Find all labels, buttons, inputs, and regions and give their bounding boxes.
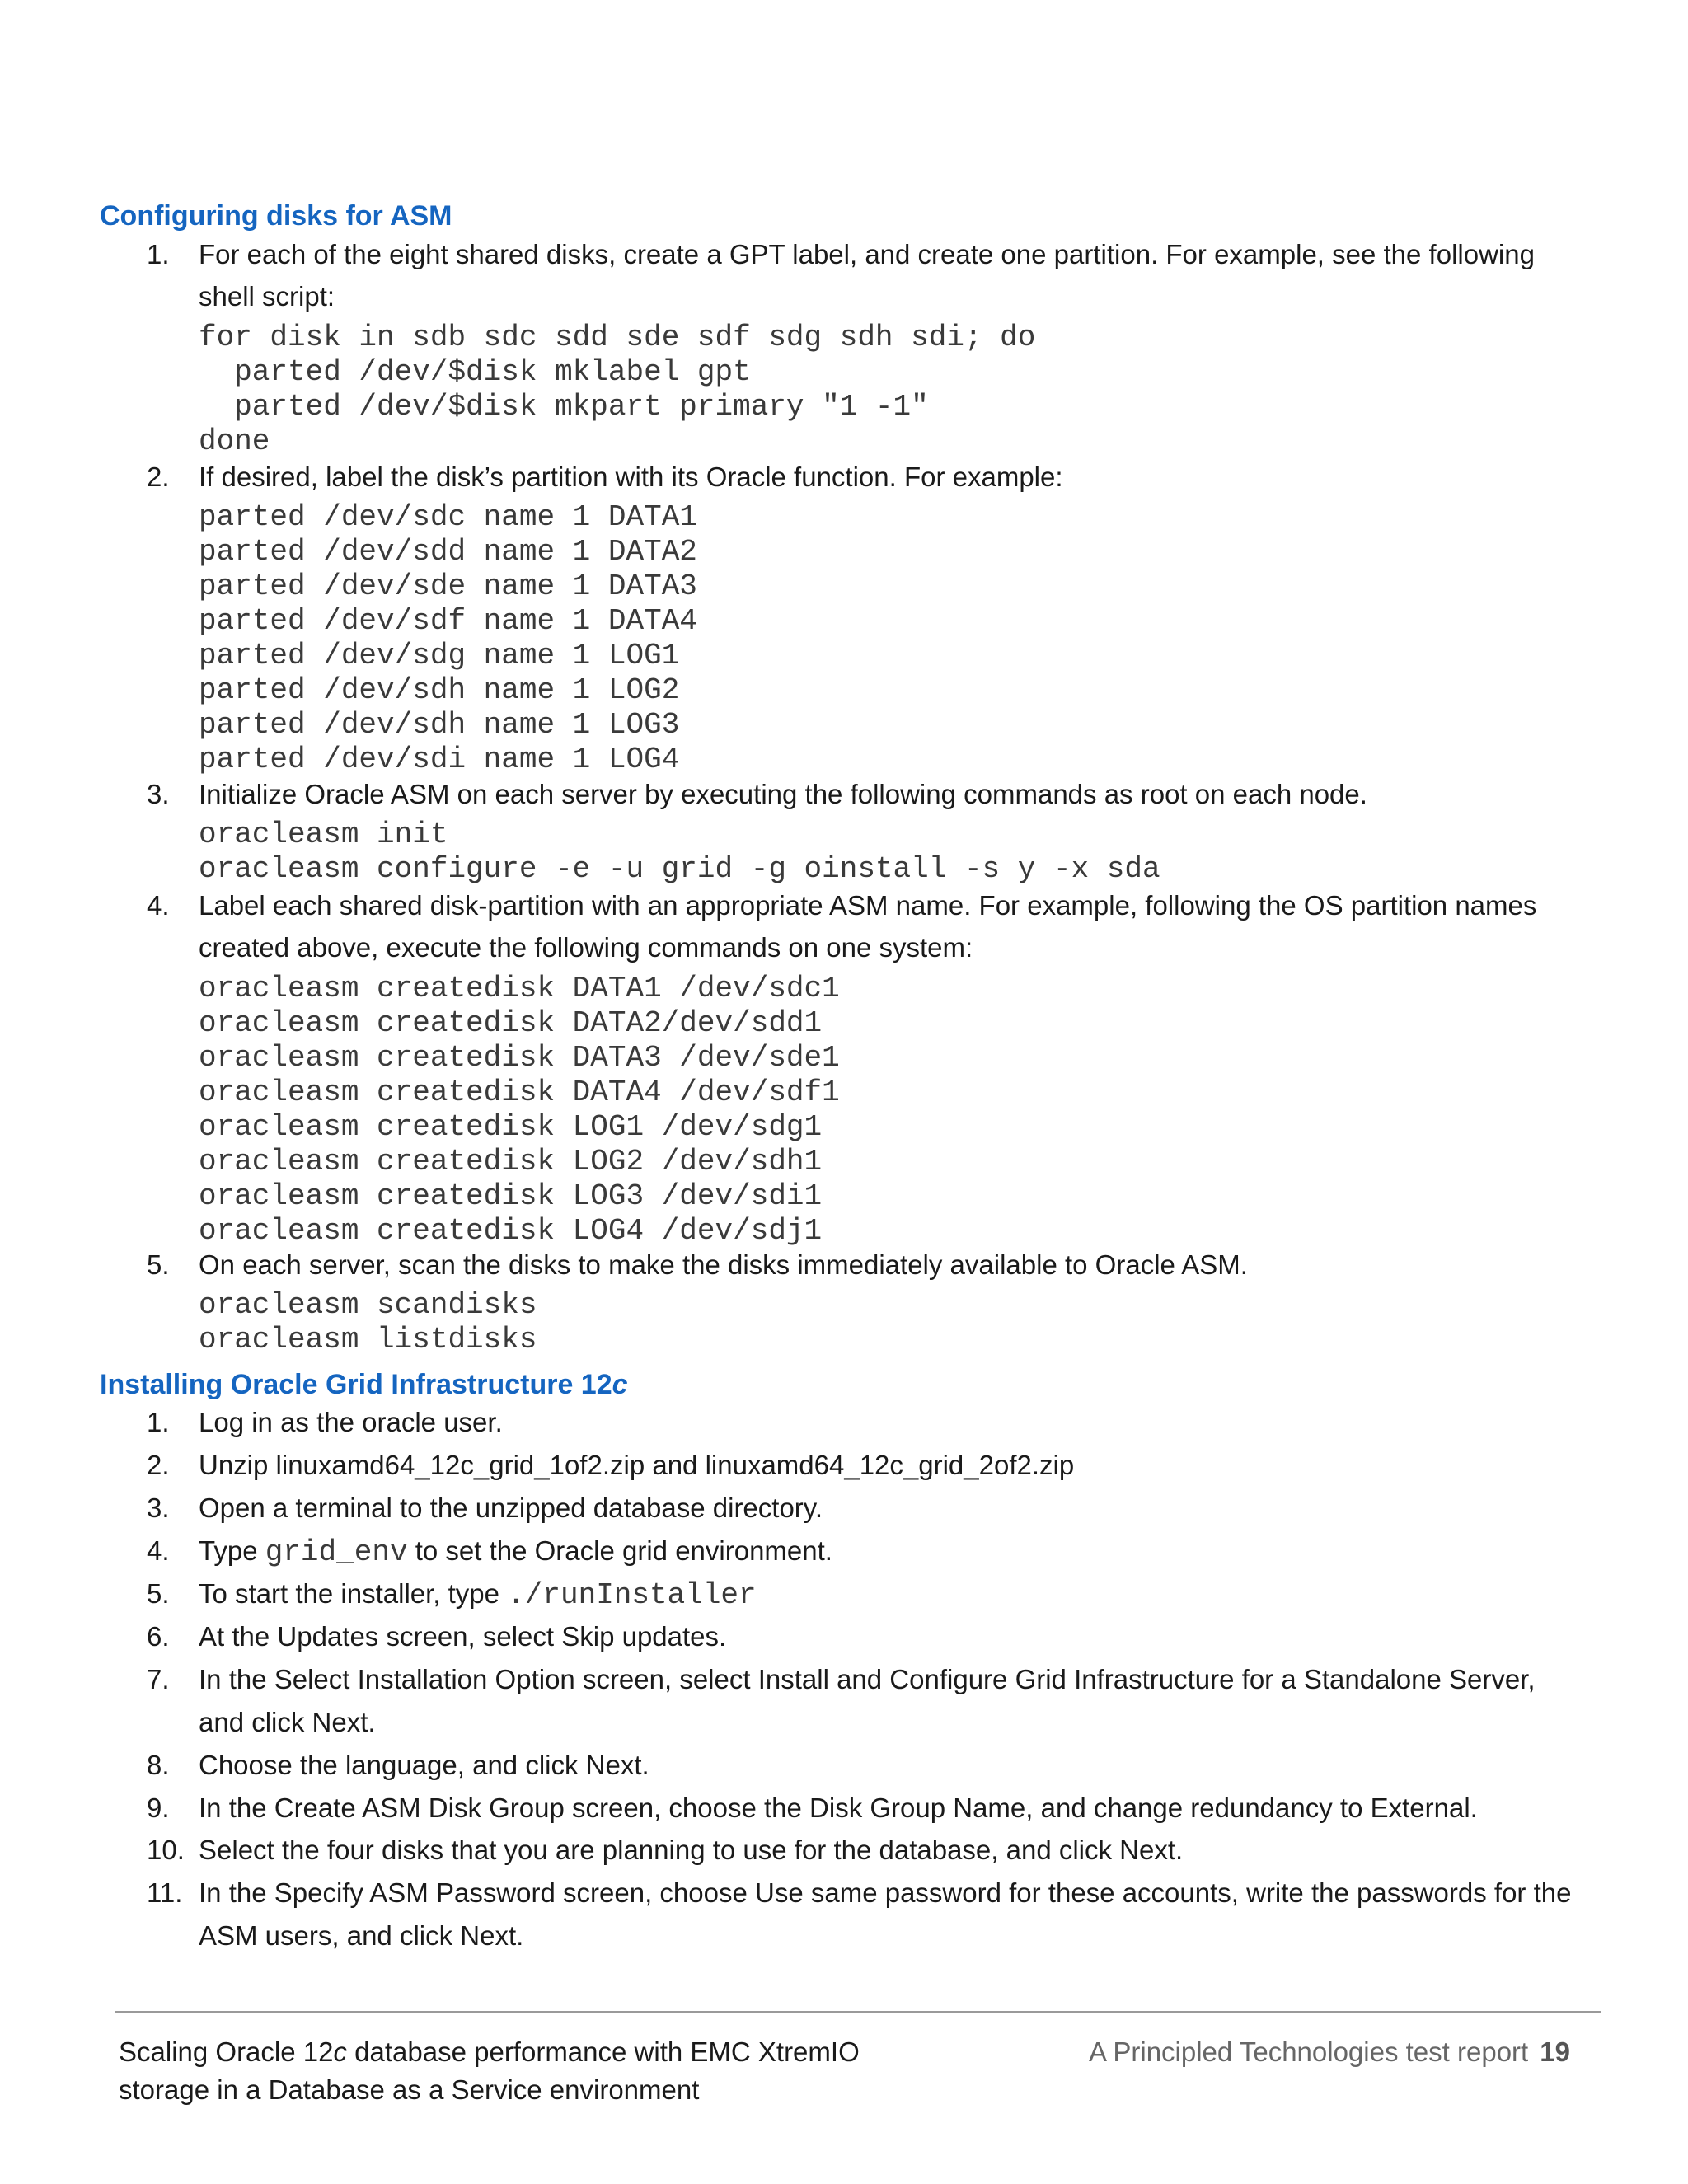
code-block: for disk in sdb sdc sdd sde sdf sdg sdh sdi; do parted /dev/$disk mklabel gpt parted /dev/$disk mkpart primary "1 -1" done (199, 321, 1036, 458)
footer-title-italic: c (333, 2036, 347, 2067)
step-text: For each of the eight shared disks, create a GPT label, and create one partition. For example, see the following (199, 239, 1535, 269)
step-number: 6. (147, 1621, 170, 1652)
step-text: and click Next. (199, 1707, 376, 1737)
step-number: 2. (147, 1450, 170, 1480)
footer-report-label: A Principled Technologies test report (1089, 2036, 1529, 2067)
step-number: 5. (147, 1578, 170, 1609)
code-block: oracleasm createdisk DATA1 /dev/sdc1 oracleasm createdisk DATA2/dev/sdd1 oracleasm createdisk DATA3 /dev/sde1 oracleasm createdisk DATA4 /dev/sdf1 oracleasm createdisk LOG1 /dev/sdg1 oracleasm createdisk LOG2 /dev/sdh1 oracleasm createdisk LOG3 /dev/sdi1 oracleasm createdisk LOG4 /dev/sdj1 (199, 972, 840, 1248)
step-text: Unzip linuxamd64_12c_grid_1of2.zip and linuxamd64_12c_grid_2of2.zip (199, 1450, 1075, 1480)
step-text: Label each shared disk-partition with an appropriate ASM name. For example, following the OS partition names (199, 890, 1537, 921)
footer-title-line1 (119, 2033, 860, 2071)
step-text (199, 1535, 832, 1569)
step-text: Open a terminal to the unzipped database directory. (199, 1493, 823, 1523)
step-text (199, 1577, 757, 1612)
section-heading-installing-grid (100, 1368, 628, 1401)
step-text: In the Select Installation Option screen, select Install and Configure Grid Infrastructure for a Standalone Server, (199, 1664, 1536, 1694)
step-text: If desired, label the disk’s partition with its Oracle function. For example: (199, 462, 1063, 492)
footer-title-part1: Scaling Oracle 12 (119, 2036, 334, 2067)
step-number: 4. (147, 890, 170, 921)
code-block: oracleasm init oracleasm configure -e -u grid -g oinstall -s y -x sda (199, 818, 1160, 886)
step-text: In the Create ASM Disk Group screen, choose the Disk Group Name, and change redundancy to External. (199, 1793, 1478, 1823)
footer-report (1089, 2033, 1570, 2071)
heading-italic: c (612, 1369, 628, 1400)
step-number: 8. (147, 1750, 170, 1780)
step-text: created above, execute the following commands on one system: (199, 932, 973, 963)
step-text: Select the four disks that you are planning to use for the database, and click Next. (199, 1835, 1184, 1865)
step-number: 1. (147, 1407, 170, 1437)
step-text: ASM users, and click Next. (199, 1920, 524, 1951)
step-text: Log in as the oracle user. (199, 1407, 503, 1437)
inline-code: ./runInstaller (507, 1578, 757, 1612)
step-text-pre: To start the installer, type (199, 1578, 508, 1609)
step-number: 1. (147, 239, 170, 269)
page-number: 19 (1540, 2036, 1570, 2067)
step-number: 4. (147, 1535, 170, 1566)
step-number: 5. (147, 1249, 170, 1280)
footer-title-part2: database performance with EMC XtremIO (346, 2036, 860, 2067)
step-text: shell script: (199, 281, 335, 312)
step-text: On each server, scan the disks to make the disks immediately available to Oracle ASM. (199, 1249, 1248, 1280)
step-text: Initialize Oracle ASM on each server by executing the following commands as root on each node. (199, 779, 1367, 809)
code-block: oracleasm scandisks oracleasm listdisks (199, 1288, 537, 1357)
code-block: parted /dev/sdc name 1 DATA1 parted /dev/sdd name 1 DATA2 parted /dev/sde name 1 DATA3 parted /dev/sdf name 1 DATA4 parted /dev/sdg name 1 LOG1 parted /dev/sdh name 1 LOG2 parted /dev/sdh name 1 LOG3 parted /dev/sdi name 1 LOG4 (199, 500, 697, 776)
footer-title (119, 2033, 860, 2109)
footer-divider (115, 2011, 1601, 2013)
step-text-post: to set the Oracle grid environment. (407, 1535, 832, 1566)
step-text: In the Specify ASM Password screen, choose Use same password for these accounts, write the passwords for the (199, 1877, 1572, 1908)
step-number: 9. (147, 1793, 170, 1823)
step-number: 3. (147, 1493, 170, 1523)
step-text: At the Updates screen, select Skip updates. (199, 1621, 727, 1652)
heading-text: Installing Oracle Grid Infrastructure 12 (100, 1369, 612, 1400)
step-text-pre: Type (199, 1535, 265, 1566)
step-text: Choose the language, and click Next. (199, 1750, 649, 1780)
inline-code: grid_env (265, 1535, 408, 1569)
section-heading-configuring-disks: Configuring disks for ASM (100, 200, 452, 232)
step-number: 7. (147, 1664, 170, 1694)
step-number: 3. (147, 779, 170, 809)
step-number: 10. (147, 1835, 185, 1865)
footer-title-line2: storage in a Database as a Service environment (119, 2074, 700, 2105)
step-number: 11. (147, 1877, 183, 1908)
step-number: 2. (147, 462, 170, 492)
